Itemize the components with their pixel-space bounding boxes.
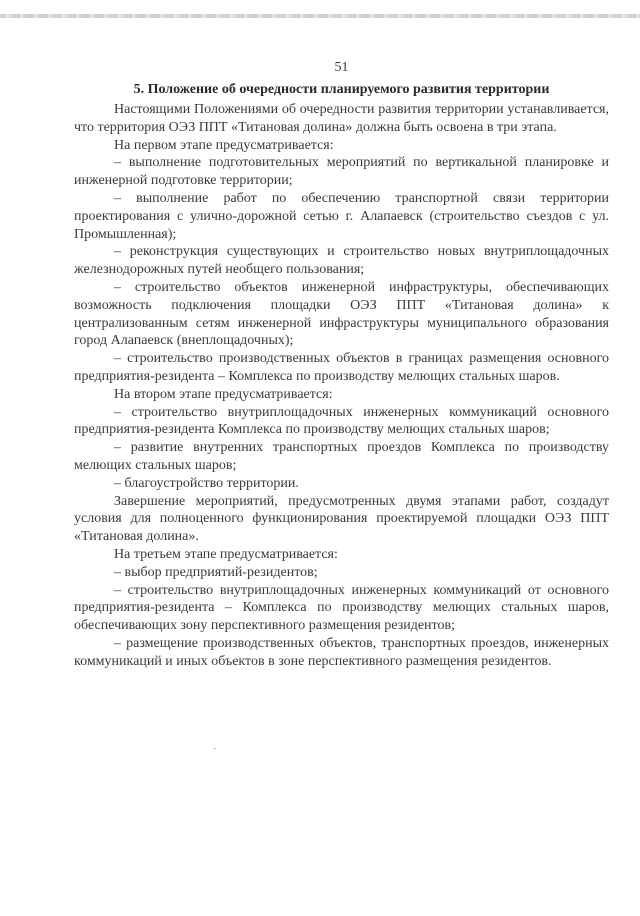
scan-speck	[214, 748, 216, 749]
section-body	[74, 101, 609, 671]
stage3-item-3: – размещение производственных объектов, транспортных проездов, инженерных коммуникаций и иных объектов в зоне перспективного размещения резидентов.	[74, 635, 609, 669]
paragraph-stage2-title: На втором этапе предусматривается:	[114, 386, 333, 402]
stage1-item-1: – выполнение подготовительных мероприятий по вертикальной планировке и инженерной подготовке территории;	[74, 155, 609, 189]
stage3-item-1: – выбор предприятий-резидентов;	[114, 564, 318, 580]
paragraph-stage3-title: На третьем этапе предусматривается:	[114, 546, 338, 562]
paragraph-stage1-title: На первом этапе предусматривается:	[114, 137, 334, 153]
stage2-item-2: – развитие внутренних транспортных проездов Комплекса по производству мелющих стальных шаров;	[74, 440, 609, 473]
stage1-item-4: – строительство объектов инженерной инфраструктуры, обеспечивающих возможность подключения площадки ОЭЗ ППТ «Титановая долина» к централизованным сетям инженерной инфраструктуры муниципального образования город Алапаевск (внеплощадочных);	[74, 279, 609, 349]
paragraph-conclusion: Завершение мероприятий, предусмотренных двумя этапами работ, создадут условия для полноценного функционирования проектируемой площадки ОЭЗ ППТ «Титановая долина».	[74, 493, 609, 545]
stage3-item-2: – строительство внутриплощадочных инженерных коммуникаций от основного предприятия-резидента – Комплекса по производству мелющих стальных шаров, обеспечивающих зону перспективного размещения резидентов;	[74, 582, 609, 634]
section-heading: 5. Положение об очередности планируемого развития территории	[133, 82, 550, 97]
stage2-item-3: – благоустройство территории.	[114, 475, 299, 491]
stage2-item-1: – строительство внутриплощадочных инженерных коммуникаций основного предприятия-резидента Комплекса по производству мелющих стальных шаров;	[74, 404, 609, 438]
scan-top-edge	[0, 14, 640, 18]
paragraph-intro: Настоящими Положениями об очередности развития территории устанавливается, что территория ОЭЗ ППТ «Титановая долина» должна быть освоена в три этапа.	[74, 102, 609, 135]
stage1-item-5: – строительство производственных объектов в границах размещения основного предприятия-резидента – Комплекса по производству мелющих стальных шаров.	[74, 351, 609, 384]
stage1-item-3: – реконструкция существующих и строительство новых внутриплощадочных железнодорожных путей необщего пользования;	[74, 244, 609, 278]
page-number: 51	[334, 60, 349, 75]
stage1-item-2: – выполнение работ по обеспечению транспортной связи территории проектирования с улично-дорожной сетью г. Алапаевск (строительство съездов с ул. Промышленная);	[74, 190, 609, 242]
